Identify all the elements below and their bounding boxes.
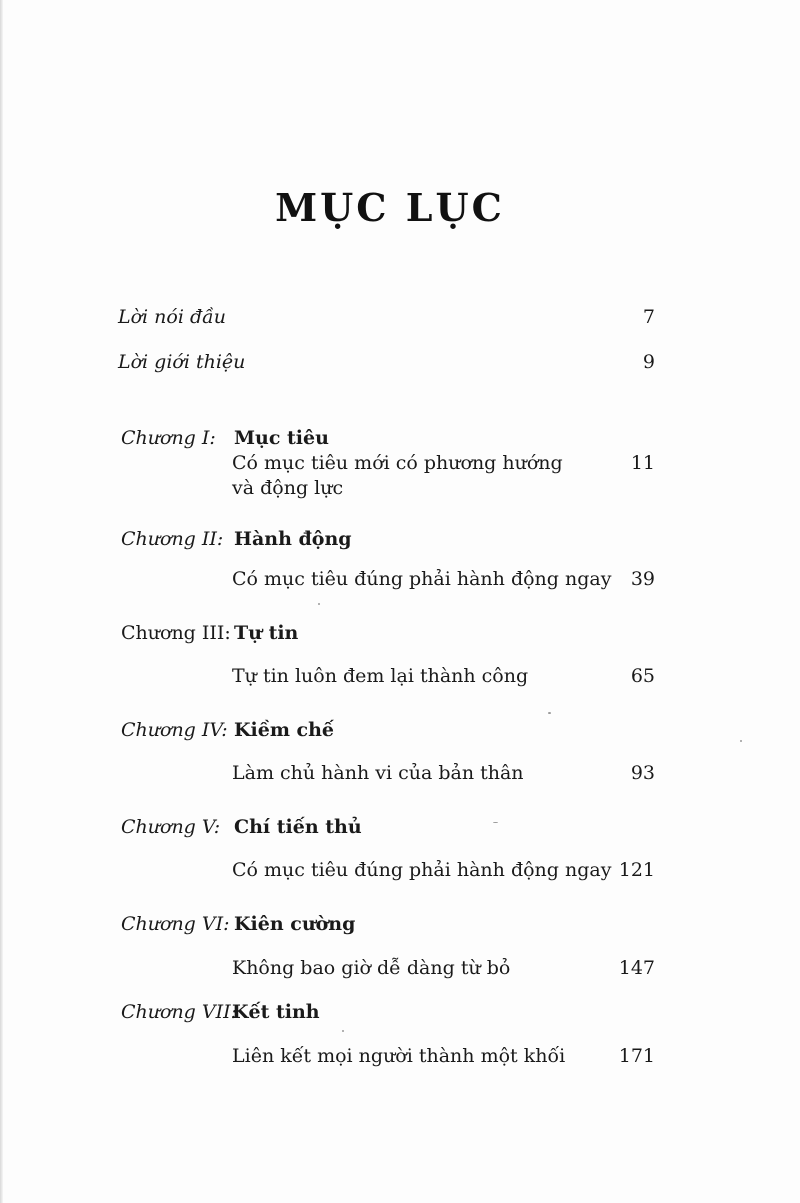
chapter-page: 39 [630, 568, 655, 590]
toc-front-label: Lời nói đầu [118, 306, 227, 328]
chapter-label: Chương VI: [121, 913, 230, 935]
chapter-page: 11 [630, 452, 655, 474]
chapter-heading: Kiên cường [234, 913, 356, 935]
chapter-heading: Kiềm chế [234, 719, 335, 741]
chapter-label: Chương III: [121, 622, 231, 644]
chapter-heading: Kết tinh [232, 1001, 320, 1023]
chapter-subtitle: Có mục tiêu đúng phải hành động ngay [232, 568, 612, 590]
scan-speck [740, 740, 742, 742]
chapter-page: 65 [630, 665, 655, 687]
chapter-subtitle: Có mục tiêu đúng phải hành động ngay [232, 859, 612, 881]
chapter-page: 171 [618, 1045, 655, 1067]
chapter-heading: Chí tiến thủ [234, 816, 362, 838]
toc-front-label: Lời giới thiệu [118, 351, 246, 373]
toc-front-page: 7 [642, 306, 655, 328]
chapter-page: 147 [618, 957, 655, 979]
scan-speck [493, 822, 498, 823]
chapter-subtitle: Làm chủ hành vi của bản thân [232, 762, 524, 784]
chapter-label: Chương VII: [121, 1001, 238, 1023]
chapter-label: Chương I: [121, 427, 216, 449]
chapter-heading: Hành động [234, 528, 352, 550]
chapter-subtitle: Liên kết mọi người thành một khối [232, 1045, 566, 1067]
chapter-heading: Tự tin [234, 622, 299, 644]
chapter-page: 93 [630, 762, 655, 784]
toc-front-page: 9 [642, 351, 655, 373]
page-edge [0, 0, 3, 1203]
scan-speck [318, 603, 320, 605]
chapter-subtitle: Tự tin luôn đem lại thành công [232, 665, 529, 687]
chapter-label: Chương IV: [121, 719, 228, 741]
page-title: MỤC LỤC [275, 185, 505, 230]
scan-speck [342, 1030, 344, 1032]
chapter-heading: Mục tiêu [234, 427, 329, 449]
chapter-page: 121 [618, 859, 655, 881]
chapter-label: Chương V: [121, 816, 221, 838]
scan-speck [548, 712, 551, 714]
chapter-subtitle: Không bao giờ dễ dàng từ bỏ [232, 957, 511, 979]
chapter-subtitle: Có mục tiêu mới có phương hướng [232, 452, 563, 474]
chapter-subtitle: và động lực [232, 477, 344, 499]
chapter-label: Chương II: [121, 528, 224, 550]
